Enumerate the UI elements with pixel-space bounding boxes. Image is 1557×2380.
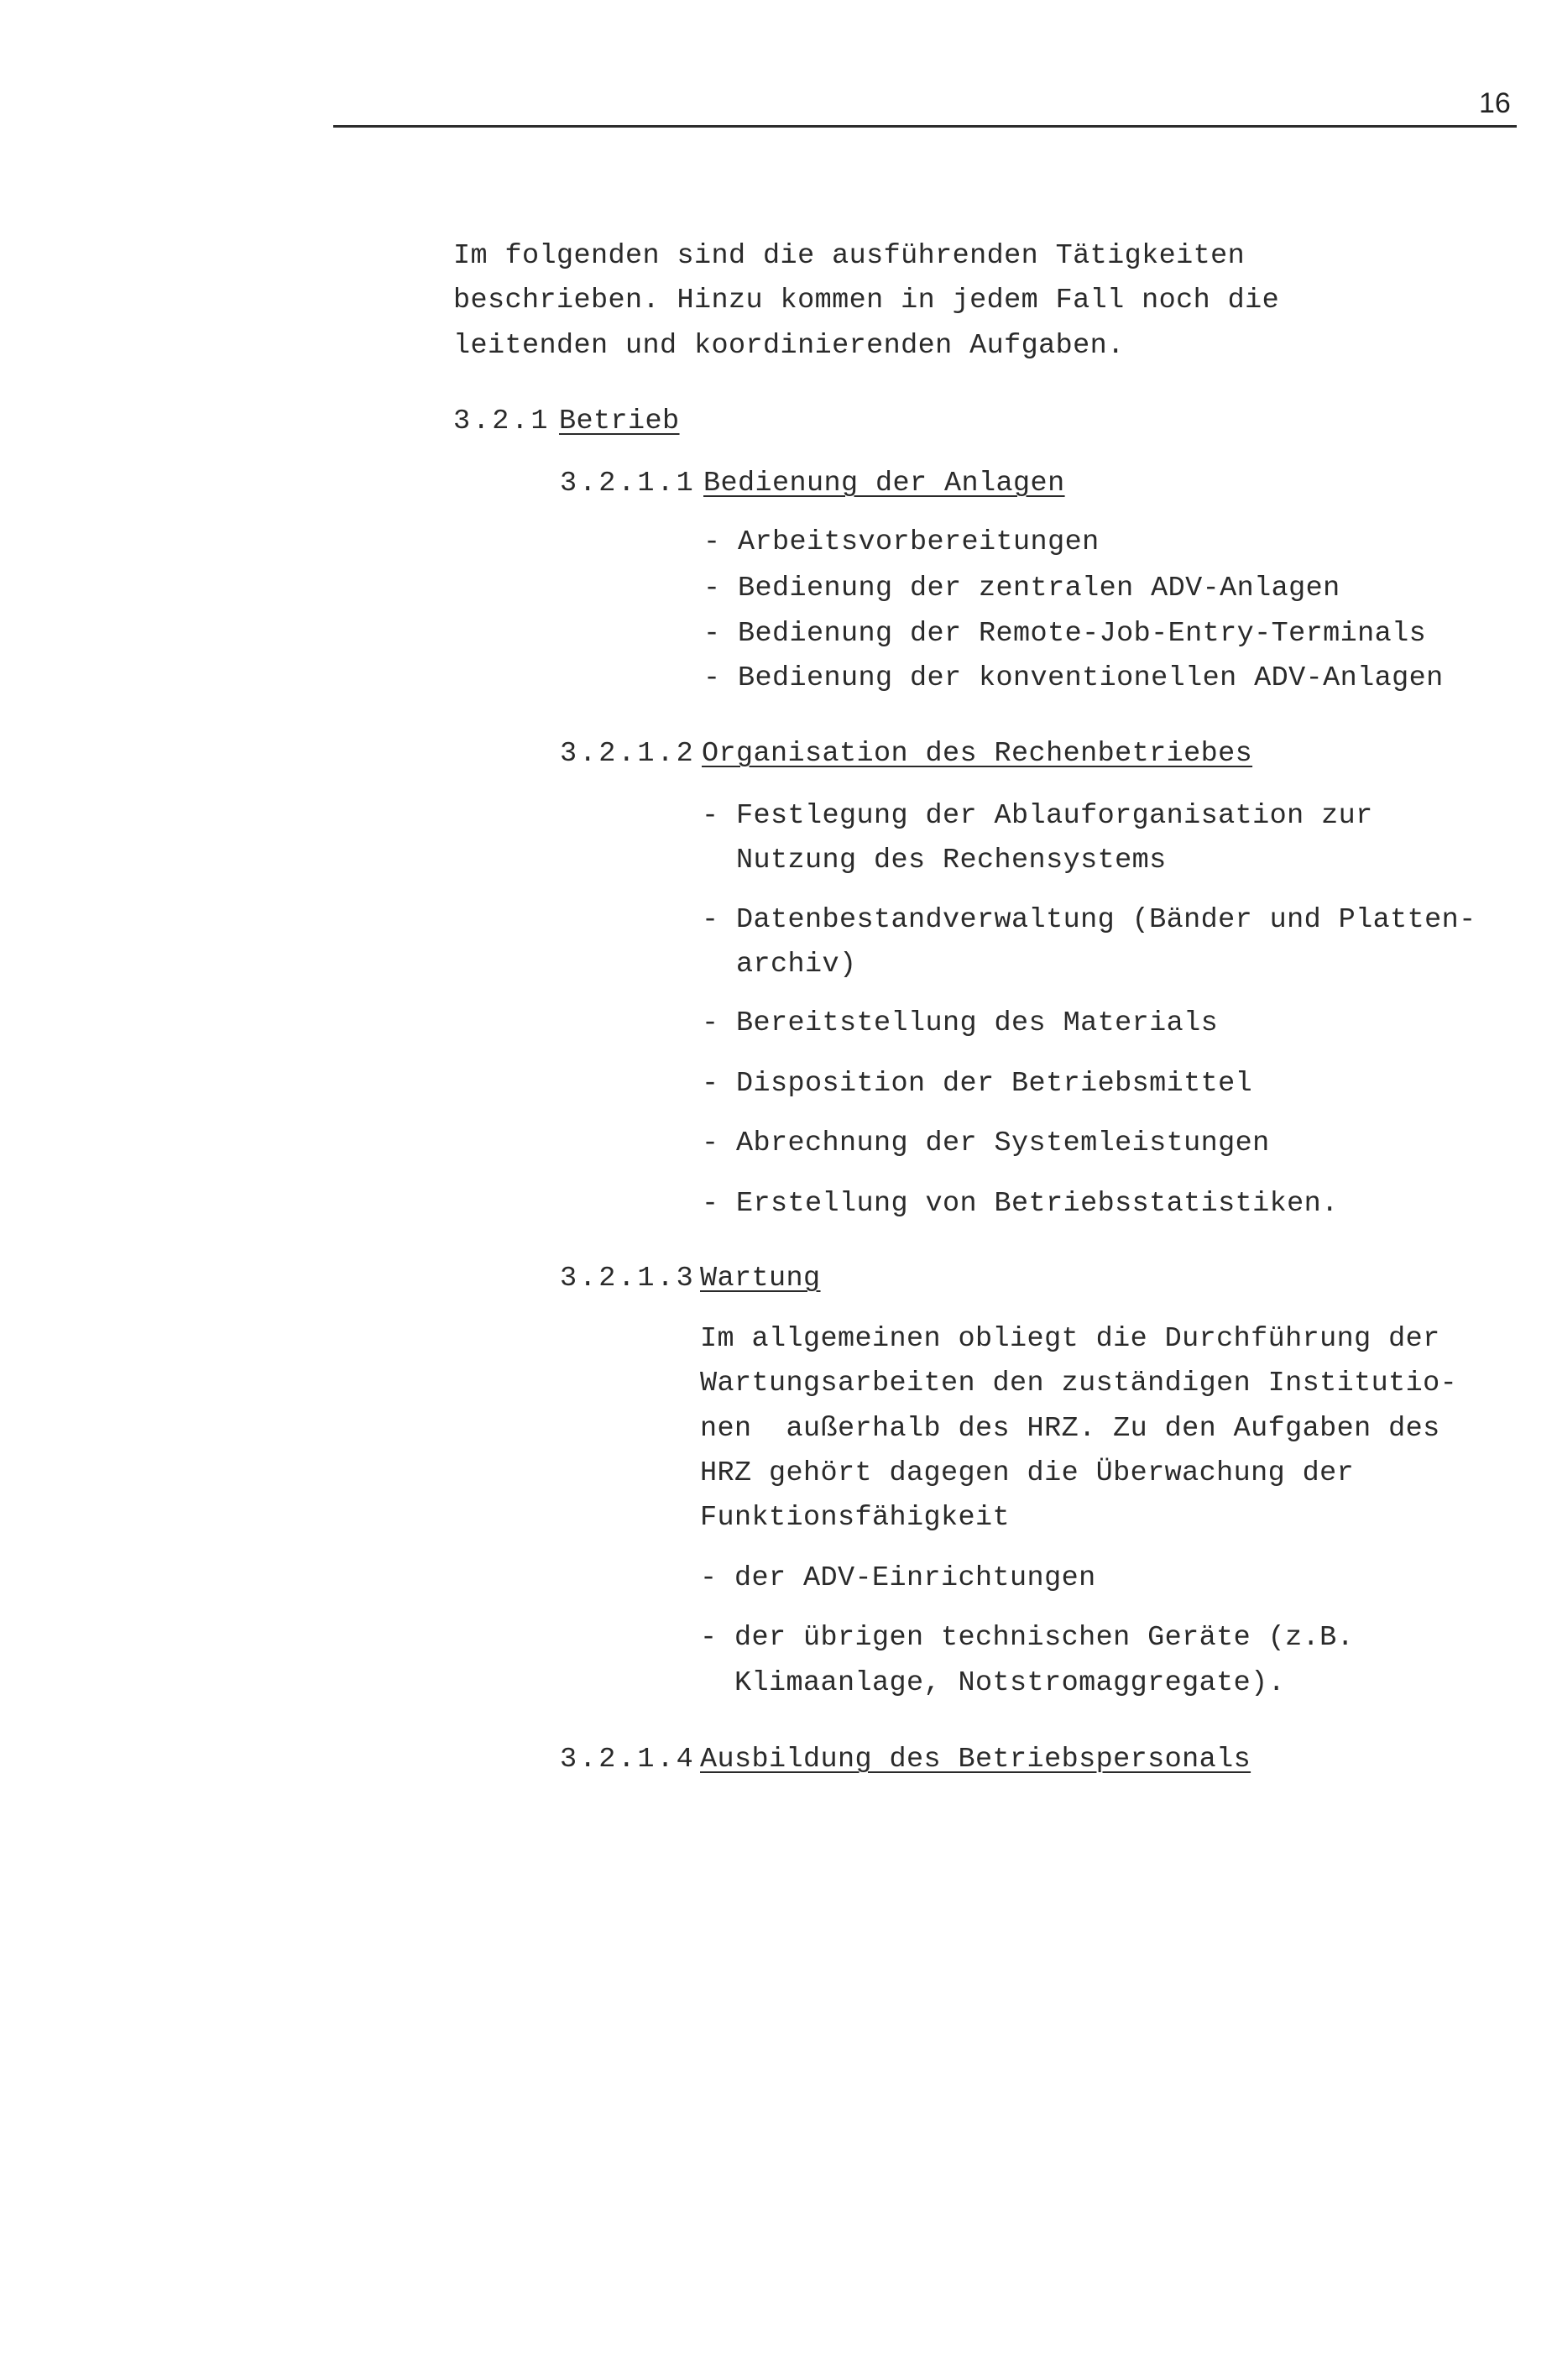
list-item: - Festlegung der Ablauforganisation zur xyxy=(702,800,1373,832)
subsection-title: Wartung xyxy=(700,1263,821,1295)
intro-line: Im folgenden sind die ausführenden Tätigkeiten xyxy=(453,240,1246,272)
subsection-number: 3.2.1.4 xyxy=(560,1744,696,1776)
list-item: - der übrigen technischen Geräte (z.B. xyxy=(700,1622,1355,1654)
subsection-number: 3.2.1.1 xyxy=(560,468,696,500)
list-item: archiv) xyxy=(702,949,857,981)
intro-line: beschrieben. Hinzu kommen in jedem Fall noch die xyxy=(453,285,1280,316)
list-item: - Arbeitsvorbereitungen xyxy=(703,526,1100,558)
list-item: - Abrechnung der Systemleistungen xyxy=(702,1127,1270,1159)
section-title: Betrieb xyxy=(559,405,680,437)
list-item: - Bedienung der konventionellen ADV-Anlagen xyxy=(703,662,1444,694)
list-item: - Erstellung von Betriebsstatistiken. xyxy=(702,1188,1339,1220)
list-item: - Bedienung der Remote-Job-Entry-Terminals xyxy=(703,618,1427,650)
list-item: - Bereitstellung des Materials xyxy=(702,1007,1219,1039)
list-item: Nutzung des Rechensystems xyxy=(702,845,1167,876)
section-number: 3.2.1 xyxy=(453,405,551,437)
subsection-title: Ausbildung des Betriebspersonals xyxy=(700,1744,1251,1776)
list-item: - Bedienung der zentralen ADV-Anlagen xyxy=(703,573,1340,604)
intro-line: leitenden und koordinierenden Aufgaben. xyxy=(453,330,1125,362)
paragraph-line: HRZ gehört dagegen die Überwachung der xyxy=(700,1457,1355,1489)
list-item: - Datenbestandverwaltung (Bänder und Platten- xyxy=(702,904,1476,936)
list-item: - der ADV-Einrichtungen xyxy=(700,1562,1096,1594)
subsection-title: Bedienung der Anlagen xyxy=(703,468,1065,500)
list-item: Klimaanlage, Notstromaggregate). xyxy=(700,1667,1286,1699)
subsection-number: 3.2.1.2 xyxy=(560,738,696,770)
list-item: - Disposition der Betriebsmittel xyxy=(702,1068,1253,1100)
page-number: 16 xyxy=(1479,87,1511,119)
paragraph-line: nen außerhalb des HRZ. Zu den Aufgaben des xyxy=(700,1413,1440,1445)
subsection-number: 3.2.1.3 xyxy=(560,1263,696,1295)
header-rule xyxy=(333,125,1517,128)
paragraph-line: Wartungsarbeiten den zuständigen Institutio- xyxy=(700,1368,1458,1399)
paragraph-line: Im allgemeinen obliegt die Durchführung der xyxy=(700,1323,1440,1355)
paragraph-line: Funktionsfähigkeit xyxy=(700,1502,1011,1534)
subsection-title: Organisation des Rechenbetriebes xyxy=(702,738,1253,770)
